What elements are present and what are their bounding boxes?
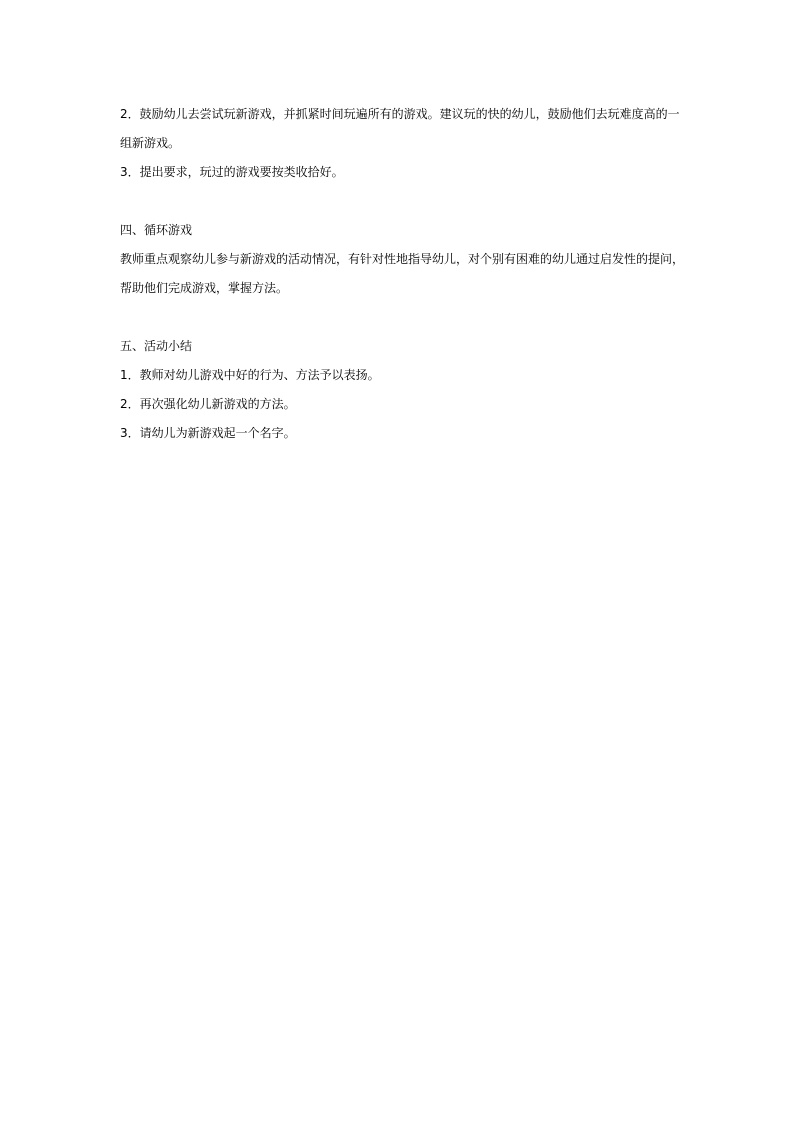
summary-item-3: 3．请幼儿为新游戏起一个名字。 [120,426,296,440]
list-item-2-line-2: 组新游戏。 [120,136,181,150]
list-item-3: 3．提出要求，玩过的游戏要按类收拾好。 [120,165,344,179]
section-heading-loop-games: 四、循环游戏 [120,223,193,237]
paragraph-line-2: 帮助他们完成游戏，掌握方法。 [120,281,289,295]
paragraph-line-1: 教师重点观察幼儿参与新游戏的活动情况，有针对性地指导幼儿，对个别有困难的幼儿通过启发性的提问， [120,252,685,266]
section-spacer [120,303,680,332]
section-spacer [120,187,680,216]
summary-item-2: 2．再次强化幼儿新游戏的方法。 [120,397,296,411]
summary-item-1: 1．教师对幼儿游戏中好的行为、方法予以表扬。 [120,368,380,382]
section-heading-summary: 五、活动小结 [120,339,193,353]
list-item-2-line-1: 2．鼓励幼儿去尝试玩新游戏，并抓紧时间玩遍所有的游戏。建议玩的快的幼儿，鼓励他们去玩难度高的一 [120,107,680,121]
document-body [120,100,685,448]
